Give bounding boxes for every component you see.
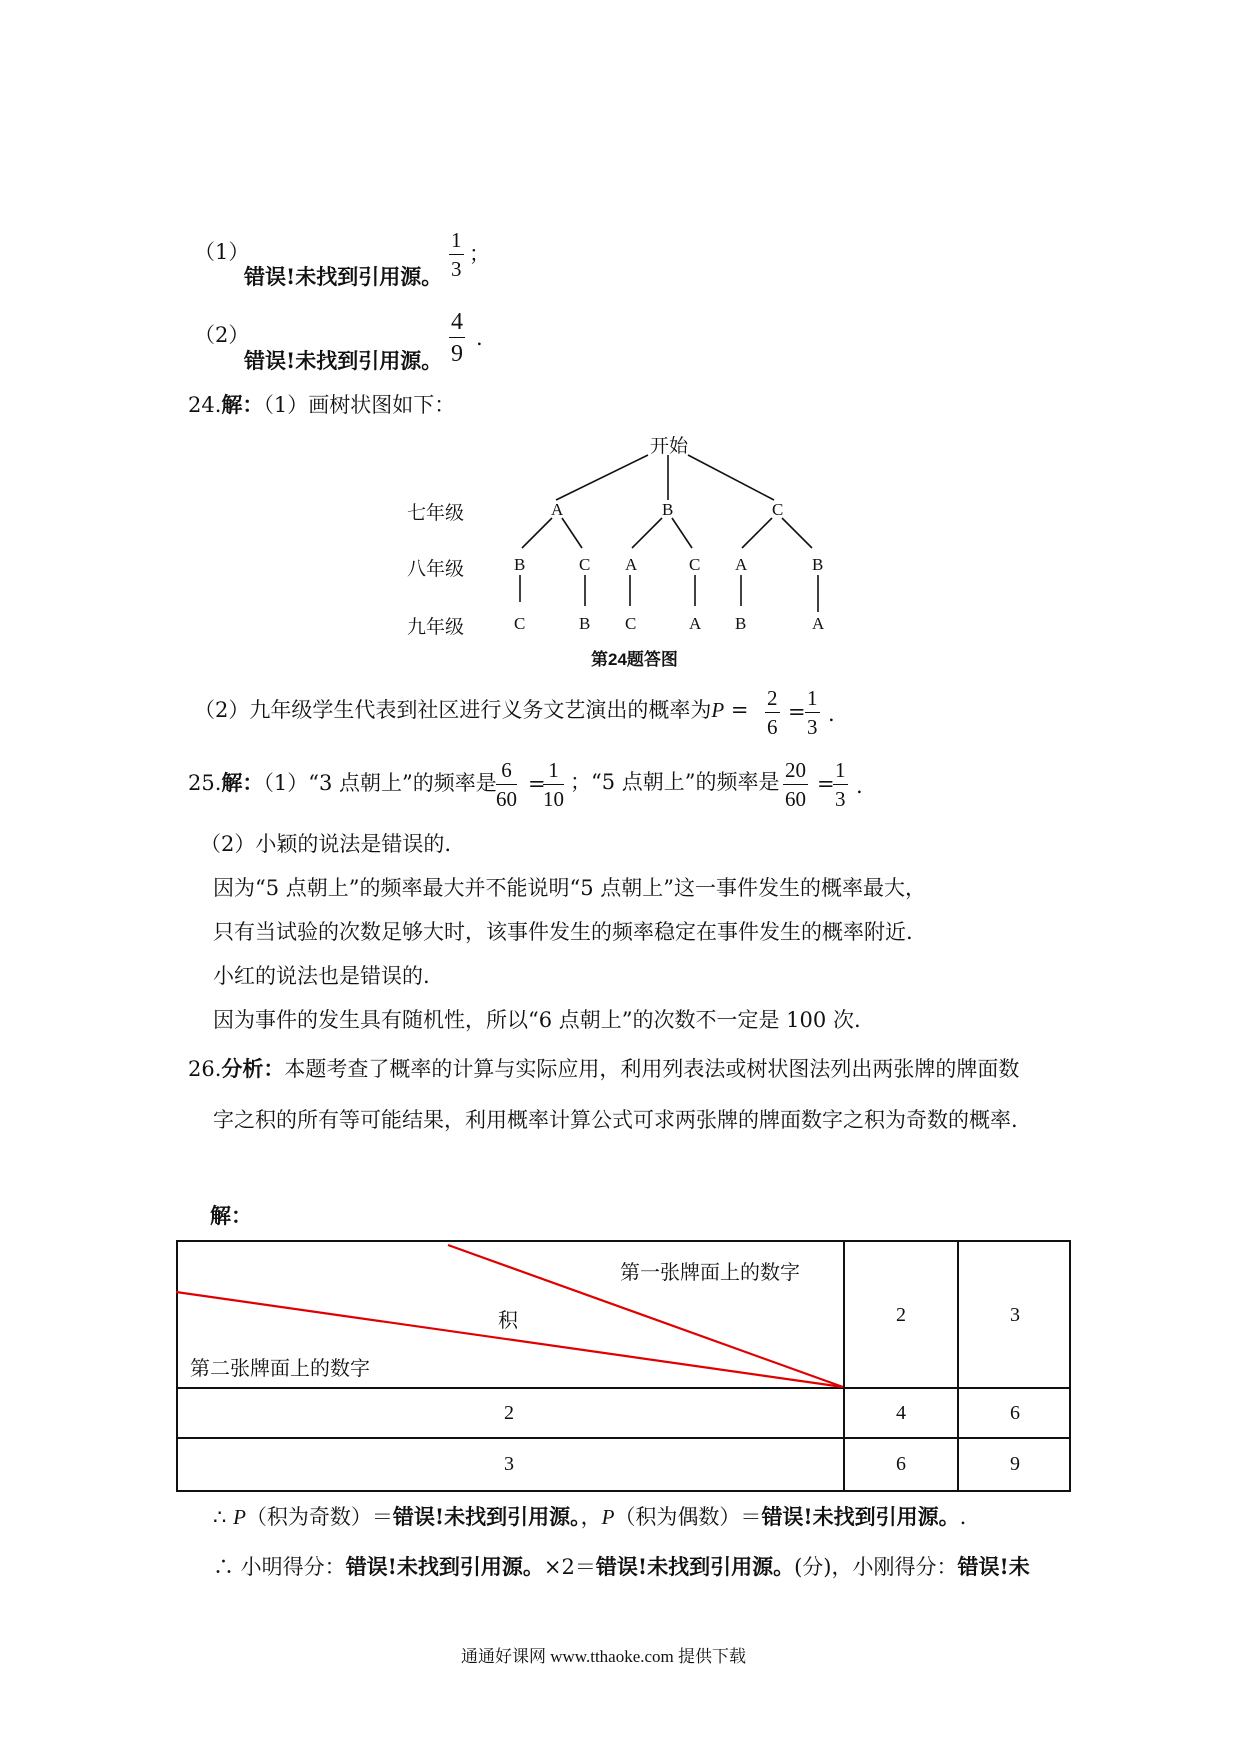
q25-frac1-den: 60 <box>496 787 517 811</box>
q25-frac2-num: 1 <box>548 758 559 782</box>
tree-caption: 第24题答图 <box>591 650 678 669</box>
table-row2-cell2: 9 <box>1010 1453 1020 1475</box>
table-row1-head: 2 <box>504 1402 514 1424</box>
item2-frac-den: 9 <box>451 341 463 367</box>
edge-root-A <box>556 455 648 500</box>
q24-frac2-den: 3 <box>807 715 818 739</box>
tree-diagram <box>0 0 1240 700</box>
edge-A-B <box>522 518 552 548</box>
tree-l1-node: A <box>551 500 564 519</box>
tree-l2-node: C <box>689 555 701 574</box>
table-row1-cell1: 4 <box>896 1402 906 1424</box>
item1-frac-num: 1 <box>451 228 462 252</box>
page-footer: 通通好课网 www.tthaoke.com 提供下载 <box>461 1647 747 1666</box>
q26-analysis-text1: 本题考查了概率的计算与实际应用，利用列表法或树状图法列出两张牌的牌面数 <box>284 1057 1020 1081</box>
tree-l1-node: B <box>662 500 674 519</box>
q26-solution-label: 解： <box>210 1203 252 1228</box>
q26-number: 26. <box>188 1057 222 1081</box>
item1-after: ； <box>469 242 490 266</box>
q26-conclusion1 <box>213 1506 966 1528</box>
q25-frac4 <box>833 760 848 810</box>
times-two: ×2＝ <box>543 1555 596 1579</box>
q25-frac4-num: 1 <box>835 758 846 782</box>
q25-line5: 小红的说法也是错误的. <box>213 964 430 988</box>
q24-frac2 <box>805 688 820 738</box>
tree-l2-node: A <box>735 555 748 574</box>
table-left-label: 第二张牌面上的数字 <box>190 1358 370 1380</box>
tree-l1-node: C <box>772 500 784 519</box>
edge-C-A <box>742 518 772 548</box>
odd-prob-ref-error: 错误!未找到引用源。 <box>392 1504 581 1529</box>
xiaoming-ref-error-2: 错误!未找到引用源。 <box>595 1554 795 1579</box>
edge-root-C <box>688 455 774 500</box>
q24-part2-text <box>194 700 748 721</box>
q25-frac2-den: 10 <box>543 787 564 811</box>
therefore-symbol: ∴ <box>213 1505 227 1529</box>
item2-label: （2） <box>194 323 250 347</box>
q25-text2: ；“5 点朝上”的频率是 <box>570 770 780 794</box>
q25-frac2 <box>543 760 564 810</box>
q25-line4: 只有当试验的次数足够大时，该事件发生的频率稳定在事件发生的概率附近. <box>213 920 913 944</box>
tree-l2-node: C <box>579 555 591 574</box>
q25-line1 <box>188 772 497 794</box>
table-col-header-2: 3 <box>1010 1304 1020 1326</box>
q26-line1 <box>188 1058 1019 1080</box>
item1-frac-den: 3 <box>451 257 462 281</box>
edge-C-B <box>782 518 812 548</box>
tree-l3-node: C <box>625 614 637 633</box>
item2-after: . <box>476 326 483 350</box>
q24-equals: = <box>788 700 806 724</box>
q24-frac2-num: 1 <box>807 686 818 710</box>
table-row2-head: 3 <box>504 1453 514 1475</box>
prob-var-2: P <box>601 1505 615 1529</box>
conclusion-period: . <box>959 1505 967 1529</box>
q25-line2: （2）小颖的说法是错误的. <box>200 832 452 856</box>
q24-part2-equals: = <box>724 698 749 722</box>
edge-B-C <box>672 518 692 548</box>
q24-text: （1）画树状图如下： <box>263 393 456 417</box>
item1-ref-error: 错误!未找到引用源。 <box>244 264 443 289</box>
q24-period: . <box>828 702 835 726</box>
edge-A-C <box>562 518 582 548</box>
q24-frac1 <box>765 688 780 738</box>
q25-frac4-den: 3 <box>835 787 846 811</box>
prob-var-1: P <box>233 1505 246 1529</box>
tree-l3-node: A <box>812 614 825 633</box>
q25-eq1: = <box>528 772 546 796</box>
q24-part2-var: P <box>711 698 725 722</box>
table-top-label: 第一张牌面上的数字 <box>620 1262 800 1284</box>
table-row2-cell1: 6 <box>896 1453 906 1475</box>
xiaoming-score-text: ∴ 小明得分： <box>213 1555 346 1579</box>
tree-level-label-3: 九年级 <box>407 617 465 638</box>
q26-analysis-label: 分析： <box>221 1056 285 1081</box>
tree-l3-node: A <box>689 614 702 633</box>
xiaogang-score-text: (分)，小刚得分： <box>794 1555 958 1579</box>
probability-table <box>176 1240 1071 1492</box>
odd-prob-text: （积为奇数）＝ <box>245 1505 393 1529</box>
table-row1-cell2: 6 <box>1010 1402 1020 1424</box>
tree-level-label-2: 八年级 <box>407 559 465 580</box>
tree-l3-node: B <box>735 614 747 633</box>
tree-l3-node: B <box>579 614 591 633</box>
q25-solution-label: 解： <box>221 770 264 795</box>
q25-eq2: = <box>817 772 835 796</box>
tree-l2-node: A <box>625 555 638 574</box>
tree-edges <box>520 455 818 612</box>
conclusion-comma: ， <box>580 1505 602 1529</box>
q24-solution-label: 解： <box>221 392 264 417</box>
tree-root: 开始 <box>650 436 689 457</box>
q25-line3: 因为“5 点朝上”的频率最大并不能说明“5 点朝上”这一事件发生的概率最大， <box>213 876 927 900</box>
item2-ref-error: 错误!未找到引用源。 <box>244 348 443 373</box>
q25-frac3-den: 60 <box>785 787 806 811</box>
tree-l3-node: C <box>514 614 526 633</box>
q24-frac1-num: 2 <box>767 686 778 710</box>
xiaogang-ref-error-partial: 错误!未 <box>957 1554 1030 1579</box>
q25-frac1 <box>496 760 517 810</box>
item1-label: （1） <box>194 240 250 264</box>
tree-level-label-1: 七年级 <box>407 503 465 524</box>
tree-l2-node: B <box>514 555 526 574</box>
even-prob-ref-error: 错误!未找到引用源。 <box>761 1504 960 1529</box>
table-col-header-1: 2 <box>896 1304 906 1326</box>
q25-number: 25. <box>188 771 222 795</box>
q25-line6: 因为事件的发生具有随机性，所以“6 点朝上”的次数不一定是 100 次. <box>213 1008 861 1032</box>
q26-line2: 字之积的所有等可能结果，利用概率计算公式可求两张牌的牌面数字之积为奇数的概率. <box>213 1108 1018 1132</box>
edge-B-A <box>632 518 662 548</box>
q25-frac1-num: 6 <box>501 758 512 782</box>
table-mid-label: 积 <box>498 1310 518 1332</box>
item2-frac-num: 4 <box>451 309 463 335</box>
q25-frac3-num: 20 <box>785 758 806 782</box>
q24-part2-label: （2）九年级学生代表到社区进行义务文艺演出的概率为 <box>194 698 712 722</box>
q24-frac1-den: 6 <box>767 715 778 739</box>
q24-number: 24. <box>188 393 222 417</box>
q26-conclusion2 <box>213 1556 1030 1578</box>
xiaoming-ref-error-1: 错误!未找到引用源。 <box>345 1554 544 1579</box>
q25-frac3 <box>783 760 808 810</box>
tree-l2-node: B <box>812 555 824 574</box>
even-prob-text: （积为偶数）＝ <box>614 1505 762 1529</box>
q25-period: . <box>856 774 863 798</box>
q25-text1: （1）“3 点朝上”的频率是 <box>263 771 497 795</box>
